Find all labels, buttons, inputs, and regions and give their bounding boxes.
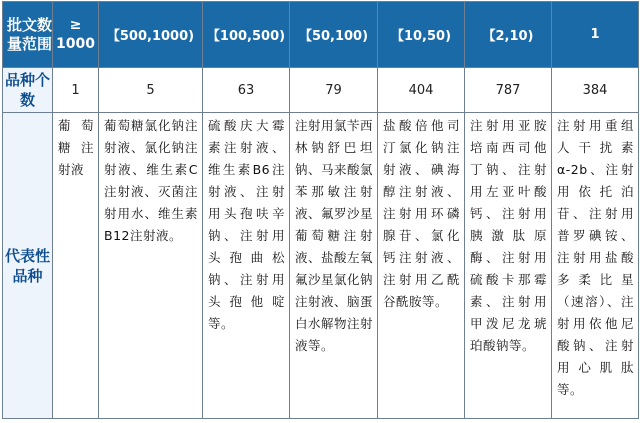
- count-cell: 5: [99, 68, 203, 113]
- range-header-1000-plus: [53, 2, 99, 68]
- count-cell: 404: [378, 68, 465, 113]
- range-header-500-1000: 【500,1000): [99, 2, 203, 68]
- range-header-100-500: 【100,500): [203, 2, 290, 68]
- representative-cell: [552, 113, 639, 419]
- count-cell: 63: [203, 68, 290, 113]
- representative-text: 盐酸倍他司汀氯化钠注射液、碘海醇注射液、注射用环磷腺苷、氯化钙注射液、注射用乙酰谷酰胺等。: [383, 118, 460, 309]
- range-header-10-50: 【10,50): [378, 2, 465, 68]
- count-cell: 1: [53, 68, 99, 113]
- representative-cell: [53, 113, 99, 419]
- representative-row-label: 代表性品种: [3, 113, 53, 419]
- representative-cell: [203, 113, 290, 419]
- representative-text: 注射用重组人干扰素α-2b、注射用依托泊苷、注射用普罗碘铵、注射用盐酸多柔比星（速溶）、注射用依他尼酸钠、注射用心肌肽等。: [557, 118, 634, 397]
- range-header-50-100: 【50,100): [290, 2, 378, 68]
- approval-range-table: [2, 1, 639, 419]
- count-cell: 79: [290, 68, 378, 113]
- representative-text: 葡萄糖注射液: [58, 118, 94, 177]
- representative-cell: [99, 113, 203, 419]
- representative-text: 注射用亚胺培南西司他丁钠、注射用左亚叶酸钙、注射用胰激肽原酶、注射用硫酸卡那霉素、注射用甲泼尼龙琥珀酸钠等。: [470, 118, 547, 353]
- representative-text: 硫酸庆大霉素注射液、维生素B6注射液、注射用头孢呋辛钠、注射用头孢曲松钠、注射用头孢他啶等。: [208, 118, 285, 331]
- range-header-2-10: 【2,10): [465, 2, 552, 68]
- representative-text: 注射用氯苄西林钠舒巴坦钠、马来酸氯苯那敏注射液、氟罗沙星葡萄糖注射液、盐酸左氧氟沙星氯化钠注射液、脑蛋白水解物注射液等。: [295, 118, 374, 353]
- representative-row: [3, 113, 639, 419]
- header-row: [3, 2, 639, 68]
- count-row: [3, 68, 639, 113]
- range-header-label: ≥ 1000: [56, 16, 95, 52]
- representative-cell: [465, 113, 552, 419]
- representative-cell: [290, 113, 378, 419]
- range-header-1: 1: [552, 2, 639, 68]
- count-row-label: 品种个数: [3, 68, 53, 113]
- count-cell: 384: [552, 68, 639, 113]
- representative-text: 葡萄糖氯化钠注射液、氯化钠注射液、维生素C注射液、灭菌注射用水、维生素B12注射液。: [104, 118, 198, 243]
- count-cell: 787: [465, 68, 552, 113]
- representative-cell: [378, 113, 465, 419]
- corner-header: 批文数量范围: [3, 2, 53, 68]
